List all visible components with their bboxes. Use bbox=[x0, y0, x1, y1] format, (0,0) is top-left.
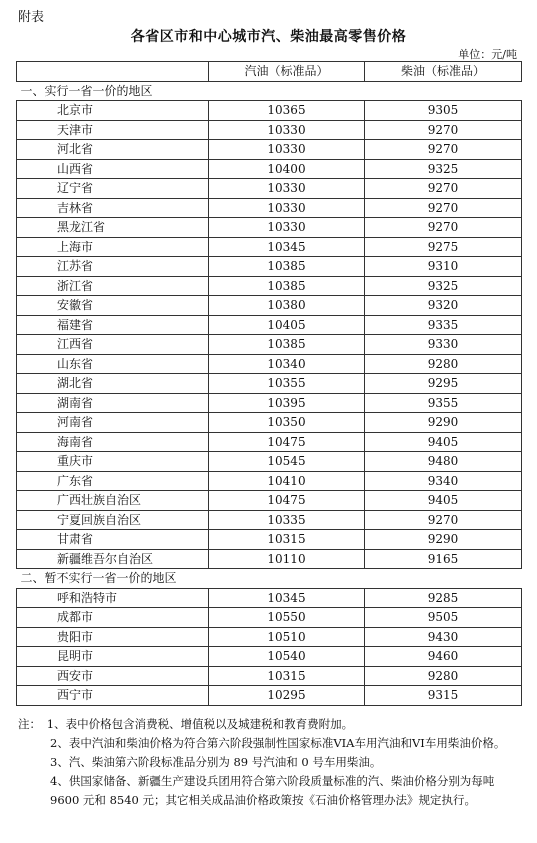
diesel-price-cell: 9165 bbox=[365, 549, 522, 569]
diesel-price-cell: 9295 bbox=[365, 374, 522, 394]
table-row bbox=[17, 627, 522, 647]
diesel-price-cell: 9305 bbox=[365, 101, 522, 121]
gasoline-price-cell: 10365 bbox=[209, 101, 365, 121]
region-cell: 广东省 bbox=[17, 471, 209, 491]
gasoline-price-cell: 10330 bbox=[209, 179, 365, 199]
gasoline-price-cell: 10475 bbox=[209, 432, 365, 452]
region-cell: 成都市 bbox=[17, 608, 209, 628]
page-title: 各省区市和中心城市汽、柴油最高零售价格 bbox=[130, 29, 407, 45]
table-row bbox=[17, 140, 522, 160]
gasoline-price-cell: 10345 bbox=[209, 588, 365, 608]
table-row bbox=[17, 276, 522, 296]
notes bbox=[18, 715, 523, 810]
table-row bbox=[17, 257, 522, 277]
section1-title: 一、实行一省一价的地区 bbox=[17, 81, 522, 101]
diesel-price-cell: 9290 bbox=[365, 413, 522, 433]
gasoline-price-cell: 10380 bbox=[209, 296, 365, 316]
table-row bbox=[17, 237, 522, 257]
table-row bbox=[17, 432, 522, 452]
table-row bbox=[17, 218, 522, 238]
region-cell: 西宁市 bbox=[17, 686, 209, 706]
table-row bbox=[17, 101, 522, 121]
table-row bbox=[17, 471, 522, 491]
diesel-price-cell: 9270 bbox=[365, 198, 522, 218]
region-cell: 北京市 bbox=[17, 101, 209, 121]
gasoline-price-cell: 10400 bbox=[209, 159, 365, 179]
gasoline-price-cell: 10395 bbox=[209, 393, 365, 413]
table-header-row bbox=[17, 62, 522, 82]
region-cell: 贵阳市 bbox=[17, 627, 209, 647]
region-cell: 甘肃省 bbox=[17, 530, 209, 550]
note-2: 2、表中汽油和柴油价格为符合第六阶段强制性国家标准VIA车用汽油和VI车用柴油价格。 bbox=[50, 736, 506, 750]
price-table bbox=[16, 61, 522, 706]
gasoline-header: 汽油（标准品） bbox=[209, 62, 365, 82]
diesel-price-cell: 9285 bbox=[365, 588, 522, 608]
diesel-price-cell: 9325 bbox=[365, 276, 522, 296]
gasoline-price-cell: 10540 bbox=[209, 647, 365, 667]
region-cell: 湖南省 bbox=[17, 393, 209, 413]
table-row bbox=[17, 413, 522, 433]
region-cell: 湖北省 bbox=[17, 374, 209, 394]
diesel-price-cell: 9355 bbox=[365, 393, 522, 413]
diesel-price-cell: 9270 bbox=[365, 120, 522, 140]
diesel-price-cell: 9280 bbox=[365, 666, 522, 686]
region-cell: 吉林省 bbox=[17, 198, 209, 218]
diesel-price-cell: 9270 bbox=[365, 218, 522, 238]
gasoline-price-cell: 10385 bbox=[209, 335, 365, 355]
region-cell: 新疆维吾尔自治区 bbox=[17, 549, 209, 569]
diesel-price-cell: 9290 bbox=[365, 530, 522, 550]
diesel-price-cell: 9320 bbox=[365, 296, 522, 316]
diesel-price-cell: 9325 bbox=[365, 159, 522, 179]
table-row bbox=[17, 549, 522, 569]
table-row bbox=[17, 179, 522, 199]
diesel-price-cell: 9280 bbox=[365, 354, 522, 374]
region-cell: 山东省 bbox=[17, 354, 209, 374]
table-row bbox=[17, 686, 522, 706]
diesel-price-cell: 9315 bbox=[365, 686, 522, 706]
table-row bbox=[17, 666, 522, 686]
table-row bbox=[17, 452, 522, 472]
region-cell: 福建省 bbox=[17, 315, 209, 335]
diesel-price-cell: 9310 bbox=[365, 257, 522, 277]
gasoline-price-cell: 10545 bbox=[209, 452, 365, 472]
section-heading-row bbox=[17, 569, 522, 589]
region-cell: 昆明市 bbox=[17, 647, 209, 667]
region-cell: 天津市 bbox=[17, 120, 209, 140]
appendix-label: 附表 bbox=[18, 10, 45, 25]
gasoline-price-cell: 10410 bbox=[209, 471, 365, 491]
region-cell: 重庆市 bbox=[17, 452, 209, 472]
diesel-header: 柴油（标准品） bbox=[365, 62, 522, 82]
gasoline-price-cell: 10350 bbox=[209, 413, 365, 433]
table-row bbox=[17, 159, 522, 179]
note-4: 4、供国家储备、新疆生产建设兵团用符合第六阶段质量标准的汽、柴油价格分别为每吨 9600 元和 8540 元；其它相关成品油价格政策按《石油价格管理办法》规定执行。 bbox=[50, 774, 495, 807]
gasoline-price-cell: 10110 bbox=[209, 549, 365, 569]
gasoline-price-cell: 10475 bbox=[209, 491, 365, 511]
gasoline-price-cell: 10510 bbox=[209, 627, 365, 647]
region-cell: 上海市 bbox=[17, 237, 209, 257]
region-header bbox=[17, 62, 209, 82]
diesel-price-cell: 9270 bbox=[365, 179, 522, 199]
diesel-price-cell: 9330 bbox=[365, 335, 522, 355]
gasoline-price-cell: 10335 bbox=[209, 510, 365, 530]
diesel-price-cell: 9335 bbox=[365, 315, 522, 335]
gasoline-price-cell: 10330 bbox=[209, 218, 365, 238]
note-1: 注： 1、表中价格包含消费税、增值税以及城建税和教育费附加。 bbox=[18, 717, 354, 731]
region-cell: 宁夏回族自治区 bbox=[17, 510, 209, 530]
table-row bbox=[17, 647, 522, 667]
gasoline-price-cell: 10355 bbox=[209, 374, 365, 394]
gasoline-price-cell: 10340 bbox=[209, 354, 365, 374]
table-row bbox=[17, 335, 522, 355]
gasoline-price-cell: 10330 bbox=[209, 198, 365, 218]
region-cell: 山西省 bbox=[17, 159, 209, 179]
diesel-price-cell: 9340 bbox=[365, 471, 522, 491]
region-cell: 江西省 bbox=[17, 335, 209, 355]
section2-title: 二、暂不实行一省一价的地区 bbox=[17, 569, 522, 589]
diesel-price-cell: 9430 bbox=[365, 627, 522, 647]
gasoline-price-cell: 10550 bbox=[209, 608, 365, 628]
region-cell: 辽宁省 bbox=[17, 179, 209, 199]
table-row bbox=[17, 120, 522, 140]
table-row bbox=[17, 608, 522, 628]
unit-label: 单位：元/吨 bbox=[458, 48, 517, 61]
diesel-price-cell: 9275 bbox=[365, 237, 522, 257]
gasoline-price-cell: 10295 bbox=[209, 686, 365, 706]
region-cell: 安徽省 bbox=[17, 296, 209, 316]
region-cell: 浙江省 bbox=[17, 276, 209, 296]
table-row bbox=[17, 198, 522, 218]
diesel-price-cell: 9505 bbox=[365, 608, 522, 628]
table-row bbox=[17, 588, 522, 608]
table-row bbox=[17, 510, 522, 530]
section-heading-row bbox=[17, 81, 522, 101]
gasoline-price-cell: 10385 bbox=[209, 276, 365, 296]
gasoline-price-cell: 10330 bbox=[209, 140, 365, 160]
table-row bbox=[17, 530, 522, 550]
region-cell: 广西壮族自治区 bbox=[17, 491, 209, 511]
table-row bbox=[17, 354, 522, 374]
region-cell: 海南省 bbox=[17, 432, 209, 452]
gasoline-price-cell: 10315 bbox=[209, 666, 365, 686]
table-row bbox=[17, 393, 522, 413]
diesel-price-cell: 9460 bbox=[365, 647, 522, 667]
diesel-price-cell: 9270 bbox=[365, 140, 522, 160]
region-cell: 河北省 bbox=[17, 140, 209, 160]
gasoline-price-cell: 10345 bbox=[209, 237, 365, 257]
region-cell: 呼和浩特市 bbox=[17, 588, 209, 608]
diesel-price-cell: 9270 bbox=[365, 510, 522, 530]
table-row bbox=[17, 491, 522, 511]
table-row bbox=[17, 296, 522, 316]
note-3: 3、汽、柴油第六阶段标准品分别为 89 号汽油和 0 号车用柴油。 bbox=[50, 755, 382, 769]
region-cell: 西安市 bbox=[17, 666, 209, 686]
gasoline-price-cell: 10330 bbox=[209, 120, 365, 140]
diesel-price-cell: 9405 bbox=[365, 491, 522, 511]
table-row bbox=[17, 315, 522, 335]
region-cell: 黑龙江省 bbox=[17, 218, 209, 238]
table-row bbox=[17, 374, 522, 394]
region-cell: 河南省 bbox=[17, 413, 209, 433]
gasoline-price-cell: 10405 bbox=[209, 315, 365, 335]
gasoline-price-cell: 10385 bbox=[209, 257, 365, 277]
region-cell: 江苏省 bbox=[17, 257, 209, 277]
diesel-price-cell: 9405 bbox=[365, 432, 522, 452]
gasoline-price-cell: 10315 bbox=[209, 530, 365, 550]
diesel-price-cell: 9480 bbox=[365, 452, 522, 472]
